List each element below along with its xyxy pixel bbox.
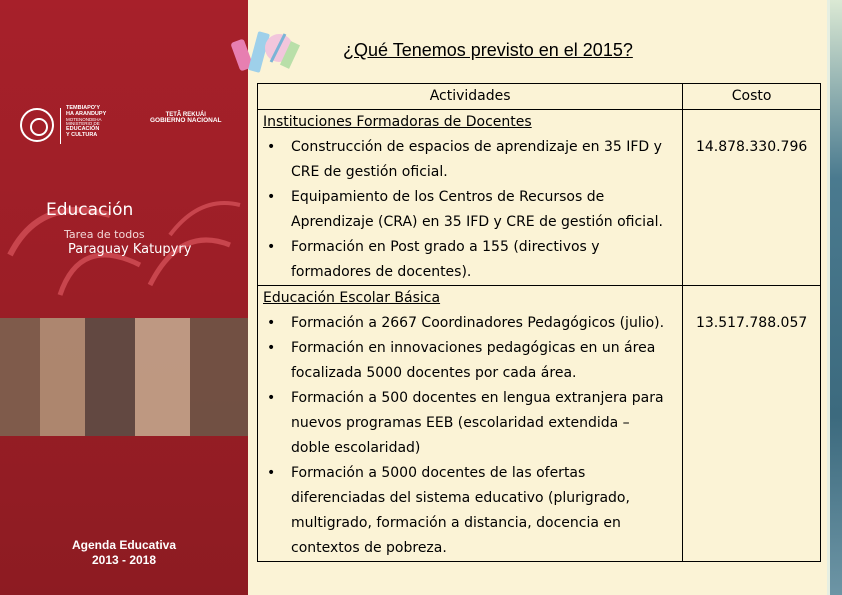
brand-block — [46, 200, 191, 257]
cost-value: 14.878.330.796 — [695, 139, 808, 155]
list-item: • Formación a 500 docentes en lengua extranjera para nuevos programas EEB (escolaridad extendida – doble escolaridad) — [258, 386, 682, 461]
brand-subtitle: Tarea de todos — [64, 228, 145, 241]
brand-title: Educación — [46, 200, 134, 220]
activities-table — [257, 83, 821, 562]
agenda-title: Agenda Educativa — [71, 538, 177, 552]
right-border — [830, 0, 842, 595]
cost-value: 13.517.788.057 — [695, 315, 808, 331]
school-supplies-clipart-icon — [225, 22, 303, 82]
header-activities: Actividades — [258, 84, 683, 110]
activities-cell — [258, 110, 683, 286]
list-item: • Formación en innovaciones pedagógicas en un área focalizada 5000 docentes por cada área. — [258, 336, 682, 386]
table-row — [258, 286, 821, 562]
sidebar — [0, 0, 248, 595]
table-row — [258, 110, 821, 286]
agenda-years: 2013 - 2018 — [91, 553, 157, 567]
coat-of-arms-icon — [20, 108, 54, 142]
cost-cell — [683, 110, 821, 286]
page-title: ¿Qué Tenemos previsto en el 2015? — [343, 40, 633, 60]
list-item: • Formación a 5000 docentes de las ofertas diferenciadas del sistema educativo (plurigrado, multigrado, formación a distancia, docencia en contextos de pobreza. — [258, 461, 682, 561]
table-header-row — [258, 84, 821, 110]
header-cost: Costo — [683, 84, 821, 110]
list-item: • Formación a 2667 Coordinadores Pedagógicos (julio). — [258, 311, 682, 336]
agenda-label — [0, 538, 248, 568]
cost-cell — [683, 286, 821, 562]
ministry-logo: TEMBIAPO'Y HA ARANDUPY MOTENONDEHA MINISTERIO DE EDUCACIÓN Y CULTURA — [66, 105, 107, 138]
section-title: Instituciones Formadoras de Docentes — [263, 114, 532, 130]
list-item: • Construcción de espacios de aprendizaje en 35 IFD y CRE de gestión oficial. — [258, 135, 682, 185]
government-logo: TETÃ REKUÁI GOBIERNO NACIONAL — [150, 112, 222, 125]
list-item: • Formación en Post grado a 155 (directivos y formadores de docentes). — [258, 235, 682, 285]
activities-cell — [258, 286, 683, 562]
photo-collage — [0, 318, 248, 436]
brand-slogan: Paraguay Katupyry — [68, 242, 192, 257]
logo-divider — [60, 108, 61, 144]
section-title: Educación Escolar Básica — [263, 290, 441, 306]
list-item: • Equipamiento de los Centros de Recursos de Aprendizaje (CRA) en 35 IFD y CRE de gestión oficial. — [258, 185, 682, 235]
